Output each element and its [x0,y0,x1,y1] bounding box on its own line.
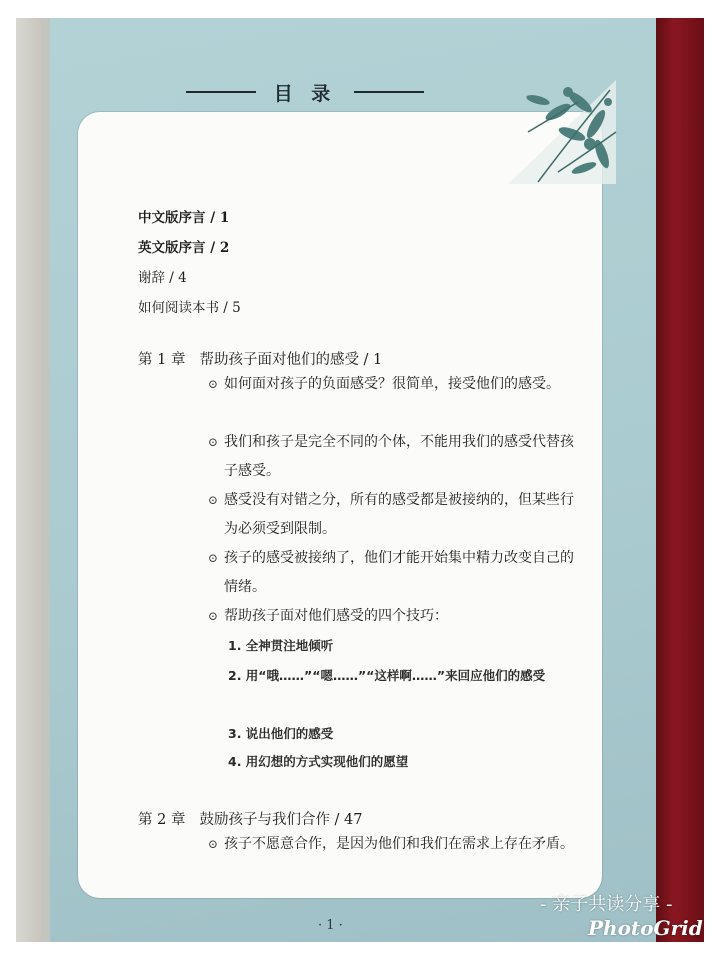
page-number: · 1 · [318,918,343,933]
bullet-mark-icon: ⊙ [208,609,219,623]
toc-bullet [208,486,584,544]
bullet-mark-icon: ⊙ [208,837,219,851]
header-rule-right [354,91,424,93]
toc-bullet [208,544,584,602]
toc-bullet [208,830,584,859]
toc-entry[interactable]: 谢辞 / 4 [138,270,187,286]
toc-bullet [208,370,584,399]
bullet-text: 我们和孩子是完全不同的个体，不能用我们的感受代替孩子感受。 [224,434,574,479]
chapter-number: 第 2 章 [138,812,186,828]
bullet-mark-icon: ⊙ [208,435,219,449]
watermark-caption: - 亲子共读分享 - [540,894,673,915]
toc-header [160,72,450,112]
chapter-number: 第 1 章 [138,352,186,368]
bullet-text: 感受没有对错之分，所有的感受都是被接纳的，但某些行为必须受到限制。 [224,492,574,537]
chapter-heading[interactable] [138,348,382,369]
toc-subitem: 2. 用“哦……”“嗯……”“这样啊……”来回应他们的感受 [228,668,546,683]
page-title: 目 录 [273,82,337,105]
toc-bullet [208,428,584,486]
bullet-mark-icon: ⊙ [208,493,219,507]
bullet-text: 帮助孩子面对他们感受的四个技巧： [224,608,448,624]
bullet-mark-icon: ⊙ [208,551,219,565]
bullet-text: 孩子不愿意合作，是因为他们和我们在需求上存在矛盾。 [224,836,574,852]
bullet-text: 如何面对孩子的负面感受？很简单，接受他们的感受。 [224,376,560,392]
toc-entry[interactable]: 如何阅读本书 / 5 [138,300,241,316]
chapter-title: 帮助孩子面对他们的感受 / 1 [199,352,383,368]
toc-subitem: 1. 全神贯注地倾听 [228,638,334,653]
chapter-heading[interactable] [138,808,363,829]
watermark-brand: PhotoGrid [588,916,703,940]
toc-bullet [208,602,584,631]
toc-subitem: 4. 用幻想的方式实现他们的愿望 [228,754,409,769]
floral-decoration-icon [498,72,628,202]
toc-subitem: 3. 说出他们的感受 [228,726,334,741]
toc-entry[interactable]: 中文版序言 / 1 [138,210,230,226]
book-spine-right [654,18,704,942]
bullet-mark-icon: ⊙ [208,377,219,391]
chapter-title: 鼓励孩子与我们合作 / 47 [199,812,363,828]
toc-entry[interactable]: 英文版序言 / 2 [138,240,230,256]
bullet-text: 孩子的感受被接纳了，他们才能开始集中精力改变自己的情绪。 [224,550,574,595]
header-rule-left [186,91,256,93]
